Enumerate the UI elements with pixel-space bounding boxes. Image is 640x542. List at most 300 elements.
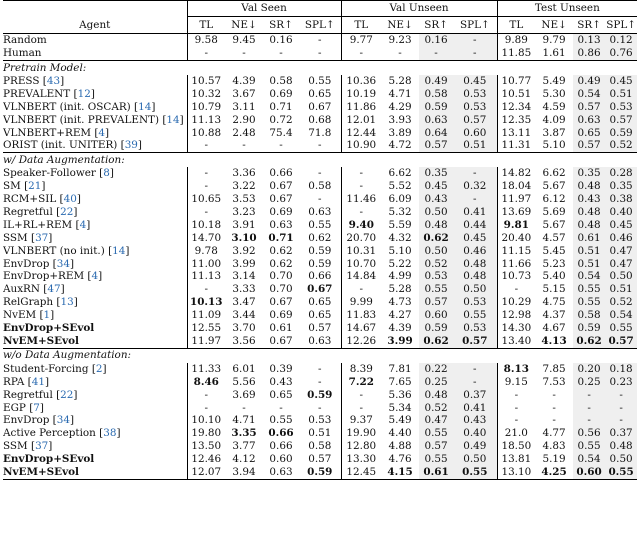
- value-cell: 0.56: [573, 427, 605, 440]
- value-cell: 0.50: [419, 244, 453, 257]
- value-cell: 9.23: [381, 34, 419, 47]
- agent-name: EnvDrop+REM: [3, 270, 85, 283]
- section-title-row: [3, 60, 637, 75]
- value-cell: 13.10: [497, 466, 535, 479]
- citation-link[interactable]: 43: [46, 75, 61, 88]
- agent-name: NvEM: [3, 309, 37, 322]
- value-cell: 5.30: [542, 87, 566, 100]
- value-cell: 11.31: [497, 139, 535, 152]
- agent-name-cell: ORIST (init. UNITER) [39]: [3, 139, 142, 152]
- value-cell: 18.04: [497, 180, 535, 193]
- value-cell: 4.15: [381, 466, 419, 479]
- value-cell: 0.48: [453, 270, 497, 283]
- agent-name-cell: PRESS [43]: [3, 75, 65, 88]
- value-cell: 0.67: [269, 334, 293, 347]
- value-cell: 0.62: [269, 244, 293, 257]
- value-cell: 0.53: [605, 101, 637, 114]
- value-cell: 20.40: [497, 232, 535, 245]
- value-cell: 5.45: [542, 244, 566, 257]
- citation-link[interactable]: 14: [138, 100, 152, 113]
- citation-link[interactable]: 14: [112, 244, 126, 257]
- value-cell: 0.51: [308, 427, 332, 440]
- value-cell: -: [552, 414, 556, 427]
- value-cell: 0.58: [308, 180, 332, 193]
- agent-name-cell: Regretful [22]: [3, 206, 78, 219]
- value-cell: 10.90: [341, 139, 381, 152]
- agent-name: NvEM+SEvol: [3, 334, 80, 347]
- value-cell: 4.39: [388, 322, 412, 335]
- value-cell: 0.53: [453, 101, 497, 114]
- value-cell: 11.09: [187, 309, 225, 322]
- value-cell: 5.56: [232, 375, 256, 388]
- value-cell: 0.55: [419, 427, 453, 440]
- value-cell: -: [318, 167, 322, 180]
- value-cell: 10.88: [187, 126, 225, 139]
- value-cell: 0.52: [605, 139, 637, 152]
- value-cell: 0.54: [605, 309, 637, 322]
- value-cell: 0.43: [453, 414, 497, 427]
- value-cell: 9.79: [535, 34, 573, 47]
- citation-link[interactable]: 41: [31, 375, 45, 388]
- value-cell: 0.65: [308, 309, 332, 322]
- citation-link[interactable]: 14: [166, 113, 180, 126]
- value-cell: 0.57: [308, 322, 332, 335]
- value-cell: 11.15: [497, 244, 535, 257]
- value-cell: -: [187, 388, 225, 401]
- value-cell: 4.13: [541, 334, 567, 347]
- value-cell: -: [341, 388, 381, 401]
- value-cell: 0.51: [605, 283, 637, 296]
- value-cell: -: [318, 47, 322, 60]
- value-cell: 0.45: [605, 75, 637, 88]
- value-cell: 4.12: [232, 453, 256, 466]
- value-cell: 0.52: [419, 401, 453, 414]
- value-cell: 3.22: [232, 180, 256, 193]
- value-cell: 0.66: [268, 427, 294, 440]
- value-cell: 0.22: [419, 363, 453, 376]
- value-cell: 0.58: [419, 88, 453, 101]
- value-cell: 0.61: [573, 232, 605, 245]
- group-header-test-unseen: Test Unseen: [497, 1, 637, 17]
- value-cell: 0.65: [308, 296, 332, 309]
- value-cell: 5.15: [542, 283, 566, 296]
- value-cell: 2.48: [232, 126, 256, 139]
- citation-link[interactable]: 38: [103, 427, 117, 440]
- value-cell: 0.52: [419, 257, 453, 270]
- value-cell: 0.47: [419, 414, 453, 427]
- value-cell: 11.00: [187, 257, 225, 270]
- value-cell: -: [318, 362, 322, 375]
- value-cell: 4.75: [542, 296, 566, 309]
- agent-name: EnvDrop: [3, 257, 50, 270]
- agent-name-cell: [3, 47, 187, 60]
- value-cell: 10.10: [187, 414, 225, 427]
- value-cell: 0.63: [263, 466, 299, 479]
- citation-link[interactable]: 22: [60, 388, 74, 401]
- citation-link[interactable]: 21: [28, 180, 42, 193]
- value-cell: 0.40: [453, 427, 497, 440]
- agent-name-cell: Student-Forcing [2]: [3, 362, 107, 375]
- value-cell: 3.53: [232, 193, 256, 206]
- agent-name-cell: RPA [41]: [3, 375, 50, 388]
- value-cell: 0.25: [573, 375, 605, 388]
- metric-header-4: TL: [341, 17, 381, 34]
- value-cell: 0.55: [605, 322, 637, 335]
- value-cell: 3.94: [225, 466, 263, 479]
- table-row: [3, 453, 637, 466]
- agent-name: PREVALENT: [3, 87, 71, 100]
- value-cell: 0.18: [605, 363, 637, 376]
- value-cell: 5.10: [388, 244, 412, 257]
- value-cell: 3.36: [232, 167, 256, 180]
- value-cell: 14.84: [341, 270, 381, 283]
- citation-link[interactable]: 47: [47, 283, 61, 296]
- value-cell: 0.62: [573, 335, 605, 348]
- value-cell: 0.13: [573, 34, 605, 47]
- value-cell: 0.43: [573, 193, 605, 206]
- citation-link[interactable]: 7: [33, 401, 40, 414]
- value-cell: 0.28: [605, 167, 637, 180]
- value-cell: 0.71: [269, 100, 293, 113]
- value-cell: -: [398, 47, 402, 60]
- agent-name-cell: [3, 453, 187, 466]
- value-cell: -: [341, 283, 381, 296]
- value-cell: 4.67: [542, 322, 566, 335]
- value-cell: -: [497, 401, 535, 414]
- table-row: [3, 335, 637, 348]
- value-cell: 0.49: [419, 75, 453, 88]
- value-cell: 4.09: [542, 113, 566, 126]
- value-cell: 13.30: [341, 453, 381, 466]
- value-cell: -: [187, 47, 225, 60]
- value-cell: 0.41: [453, 206, 497, 219]
- value-cell: 0.53: [419, 270, 453, 283]
- value-cell: 12.34: [497, 101, 535, 114]
- value-cell: 0.37: [453, 388, 497, 401]
- table-row: [3, 244, 637, 257]
- results-table: [3, 0, 637, 480]
- value-cell: 7.65: [388, 375, 412, 388]
- value-cell: 0.72: [269, 113, 293, 126]
- value-cell: -: [318, 193, 322, 206]
- citation-link[interactable]: 4: [98, 126, 106, 139]
- value-cell: 3.91: [232, 218, 256, 231]
- value-cell: -: [318, 139, 322, 152]
- value-cell: -: [187, 180, 225, 193]
- value-cell: 8.13: [497, 363, 535, 376]
- value-cell: 0.52: [605, 296, 637, 309]
- agent-name: ORIST (init. UNITER): [3, 139, 118, 152]
- value-cell: 0.67: [269, 180, 293, 193]
- value-cell: 3.33: [232, 283, 256, 296]
- value-cell: 9.89: [497, 34, 535, 47]
- value-cell: 5.23: [542, 257, 566, 270]
- value-cell: -: [279, 139, 283, 152]
- value-cell: 12.07: [187, 466, 225, 479]
- value-cell: 3.23: [232, 206, 256, 219]
- agent-name-cell: SSM [37]: [3, 231, 53, 244]
- table-row: [3, 47, 637, 60]
- value-cell: 0.55: [453, 466, 497, 479]
- value-cell: 0.47: [605, 257, 637, 270]
- value-cell: 4.99: [388, 270, 412, 283]
- value-cell: 5.19: [542, 453, 566, 466]
- agent-name-cell: Active Perception [38]: [3, 427, 121, 440]
- agent-name-cell: EGP [7]: [3, 401, 44, 414]
- value-cell: 11.13: [187, 113, 225, 126]
- value-cell: -: [279, 47, 283, 60]
- agent-name: EGP: [3, 401, 26, 414]
- agent-name-cell: IL+RL+REM [4]: [3, 218, 91, 231]
- table-row: [3, 126, 637, 139]
- value-cell: 12.01: [341, 113, 381, 126]
- table-row: [3, 322, 637, 335]
- value-cell: 9.81: [497, 219, 535, 232]
- value-cell: 0.50: [605, 453, 637, 466]
- agent-name: EnvDrop: [3, 414, 50, 427]
- value-cell: -: [187, 139, 225, 152]
- value-cell: 5.28: [388, 75, 412, 88]
- value-cell: -: [605, 401, 637, 414]
- value-cell: 0.59: [573, 322, 605, 335]
- value-cell: 9.40: [341, 219, 381, 232]
- value-cell: 12.45: [341, 466, 381, 479]
- metric-header-0: TL: [187, 17, 225, 34]
- table-row: [3, 101, 637, 114]
- value-cell: 0.66: [269, 440, 293, 453]
- citation-link[interactable]: 13: [60, 296, 74, 309]
- value-cell: 0.55: [269, 414, 293, 427]
- value-cell: 14.82: [497, 167, 535, 180]
- value-cell: -: [573, 401, 605, 414]
- value-cell: 5.67: [542, 218, 566, 231]
- value-cell: 5.52: [388, 180, 412, 193]
- metric-header-row: [3, 17, 637, 34]
- value-cell: 0.41: [453, 401, 497, 414]
- value-cell: 0.63: [419, 113, 453, 126]
- agent-name: AuxRN: [3, 283, 40, 296]
- section-title-row: [3, 153, 637, 168]
- value-cell: 0.45: [453, 75, 497, 88]
- value-cell: 11.46: [341, 193, 381, 206]
- agent-name-cell: NvEM [1]: [3, 309, 55, 322]
- agent-name: EnvDrop+SEvol: [3, 322, 95, 335]
- agent-name: Speaker-Follower: [3, 167, 96, 180]
- value-cell: 4.88: [388, 440, 412, 453]
- value-cell: 0.51: [573, 257, 605, 270]
- value-cell: 5.69: [542, 206, 566, 219]
- value-cell: 0.59: [605, 126, 637, 139]
- value-cell: 14.30: [497, 322, 535, 335]
- value-cell: -: [573, 388, 605, 401]
- value-cell: 0.54: [573, 88, 605, 101]
- value-cell: 4.77: [542, 427, 566, 440]
- citation-link[interactable]: 40: [63, 193, 77, 206]
- citation-link[interactable]: 8: [103, 167, 110, 180]
- value-cell: 0.43: [269, 375, 293, 388]
- value-cell: -: [187, 283, 225, 296]
- value-cell: -: [318, 375, 322, 388]
- value-cell: -: [341, 206, 381, 219]
- value-cell: 0.60: [453, 126, 497, 139]
- value-cell: 5.22: [388, 257, 412, 270]
- value-cell: 0.58: [269, 75, 293, 88]
- value-cell: 19.90: [341, 427, 381, 440]
- citation-link[interactable]: 34: [56, 257, 70, 270]
- value-cell: 0.55: [308, 218, 332, 231]
- agent-name-cell: Regretful [22]: [3, 388, 78, 401]
- agent-name-cell: RelGraph [13]: [3, 296, 78, 309]
- value-cell: -: [453, 47, 497, 60]
- value-cell: -: [453, 193, 497, 206]
- value-cell: 13.81: [497, 453, 535, 466]
- value-cell: 0.58: [573, 309, 605, 322]
- value-cell: 4.39: [232, 75, 256, 88]
- table-row: [3, 193, 637, 206]
- metric-header-11: SPL↑: [606, 18, 636, 31]
- value-cell: 3.99: [387, 334, 413, 347]
- value-cell: 0.57: [308, 453, 332, 466]
- citation-link[interactable]: 37: [35, 440, 49, 453]
- value-cell: 11.97: [187, 335, 225, 348]
- table-row: [3, 414, 637, 427]
- value-cell: 0.65: [573, 126, 605, 139]
- value-cell: 0.62: [308, 231, 332, 244]
- value-cell: 3.44: [232, 309, 256, 322]
- agent-name-cell: VLNBERT (no init.) [14]: [3, 244, 130, 257]
- agent-name: VLNBERT (init. PREVALENT): [3, 113, 160, 126]
- value-cell: 0.35: [605, 180, 637, 193]
- section-title: w/ Data Augmentation:: [3, 153, 637, 168]
- section-title: w/o Data Augmentation:: [3, 348, 637, 363]
- table-row: [3, 113, 637, 126]
- value-cell: 0.67: [269, 296, 293, 309]
- value-cell: 0.12: [605, 34, 637, 47]
- value-cell: -: [187, 167, 225, 180]
- value-cell: 0.51: [453, 139, 497, 152]
- value-cell: -: [279, 401, 283, 414]
- section-title: Pretrain Model:: [3, 60, 637, 75]
- citation-link[interactable]: 1: [43, 309, 51, 322]
- value-cell: -: [318, 401, 322, 414]
- value-cell: 0.48: [573, 206, 605, 219]
- value-cell: 12.98: [497, 309, 535, 322]
- value-cell: 0.55: [453, 309, 497, 322]
- value-cell: 5.32: [388, 206, 412, 219]
- value-cell: 4.57: [542, 231, 566, 244]
- value-cell: 10.65: [187, 193, 225, 206]
- table-row: [3, 75, 637, 88]
- value-cell: 0.48: [419, 388, 453, 401]
- value-cell: -: [341, 47, 381, 60]
- value-cell: 0.57: [419, 440, 453, 453]
- value-cell: 0.45: [605, 219, 637, 232]
- value-cell: 0.67: [308, 100, 332, 113]
- value-cell: 0.54: [573, 270, 605, 283]
- value-cell: -: [242, 139, 246, 152]
- citation-link[interactable]: 4: [79, 218, 87, 231]
- value-cell: 5.59: [388, 218, 412, 231]
- citation-link[interactable]: 12: [77, 87, 91, 100]
- citation-link[interactable]: 4: [91, 270, 99, 283]
- citation-link[interactable]: 37: [35, 231, 49, 244]
- value-cell: 10.73: [497, 270, 535, 283]
- citation-link[interactable]: 22: [60, 206, 74, 219]
- value-cell: 3.89: [388, 126, 412, 139]
- citation-link[interactable]: 39: [124, 139, 138, 152]
- value-cell: 75.4: [269, 126, 293, 139]
- value-cell: 0.46: [605, 232, 637, 245]
- value-cell: 0.66: [308, 270, 332, 283]
- value-cell: 13.69: [497, 206, 535, 219]
- value-cell: 0.57: [453, 113, 497, 126]
- value-cell: -: [497, 388, 535, 401]
- citation-link[interactable]: 2: [95, 362, 103, 375]
- value-cell: 0.71: [268, 231, 294, 244]
- value-cell: 4.71: [388, 87, 412, 100]
- value-cell: 0.53: [453, 322, 497, 335]
- value-cell: 0.53: [453, 296, 497, 309]
- value-cell: 9.77: [341, 34, 381, 47]
- agent-name: Regretful: [3, 206, 53, 219]
- agent-name: RPA: [3, 375, 25, 388]
- value-cell: 0.55: [573, 440, 605, 453]
- value-cell: 8.46: [187, 375, 225, 388]
- value-cell: 0.59: [419, 322, 453, 335]
- metric-header-10: SR↑: [577, 18, 601, 31]
- value-cell: 0.55: [419, 283, 453, 296]
- value-cell: 0.57: [605, 113, 637, 126]
- value-cell: 0.48: [573, 219, 605, 232]
- value-cell: -: [341, 167, 381, 180]
- agent-name-cell: [3, 466, 187, 479]
- value-cell: 0.57: [419, 296, 453, 309]
- value-cell: -: [573, 414, 605, 427]
- value-cell: 13.40: [497, 335, 535, 348]
- value-cell: 10.32: [187, 88, 225, 101]
- value-cell: 0.60: [419, 309, 453, 322]
- agent-name: RCM+SIL: [3, 193, 57, 206]
- value-cell: 12.26: [341, 335, 381, 348]
- value-cell: 5.49: [542, 75, 566, 88]
- value-cell: 0.63: [308, 334, 332, 347]
- value-cell: 4.40: [388, 427, 412, 440]
- value-cell: 21.0: [497, 427, 535, 440]
- value-cell: 3.47: [232, 296, 256, 309]
- value-cell: 9.99: [341, 296, 381, 309]
- value-cell: -: [605, 414, 637, 427]
- value-cell: 0.53: [453, 88, 497, 101]
- value-cell: 9.58: [187, 34, 225, 47]
- agent-name-cell: EnvDrop+REM [4]: [3, 270, 103, 283]
- value-cell: 11.83: [341, 309, 381, 322]
- value-cell: 12.55: [187, 322, 225, 335]
- value-cell: 0.63: [308, 206, 332, 219]
- value-cell: 5.36: [388, 388, 412, 401]
- metric-header-8: TL: [497, 17, 535, 34]
- value-cell: -: [497, 414, 535, 427]
- value-cell: 11.33: [187, 363, 225, 376]
- agent-name-cell: SSM [37]: [3, 440, 53, 453]
- value-cell: 4.83: [542, 440, 566, 453]
- citation-link[interactable]: 34: [56, 414, 70, 427]
- value-cell: 9.37: [341, 414, 381, 427]
- value-cell: 0.62: [419, 335, 453, 348]
- value-cell: 0.48: [605, 440, 637, 453]
- value-cell: 0.86: [573, 47, 605, 60]
- value-cell: 0.38: [605, 193, 637, 206]
- agent-name: SSM: [3, 440, 28, 453]
